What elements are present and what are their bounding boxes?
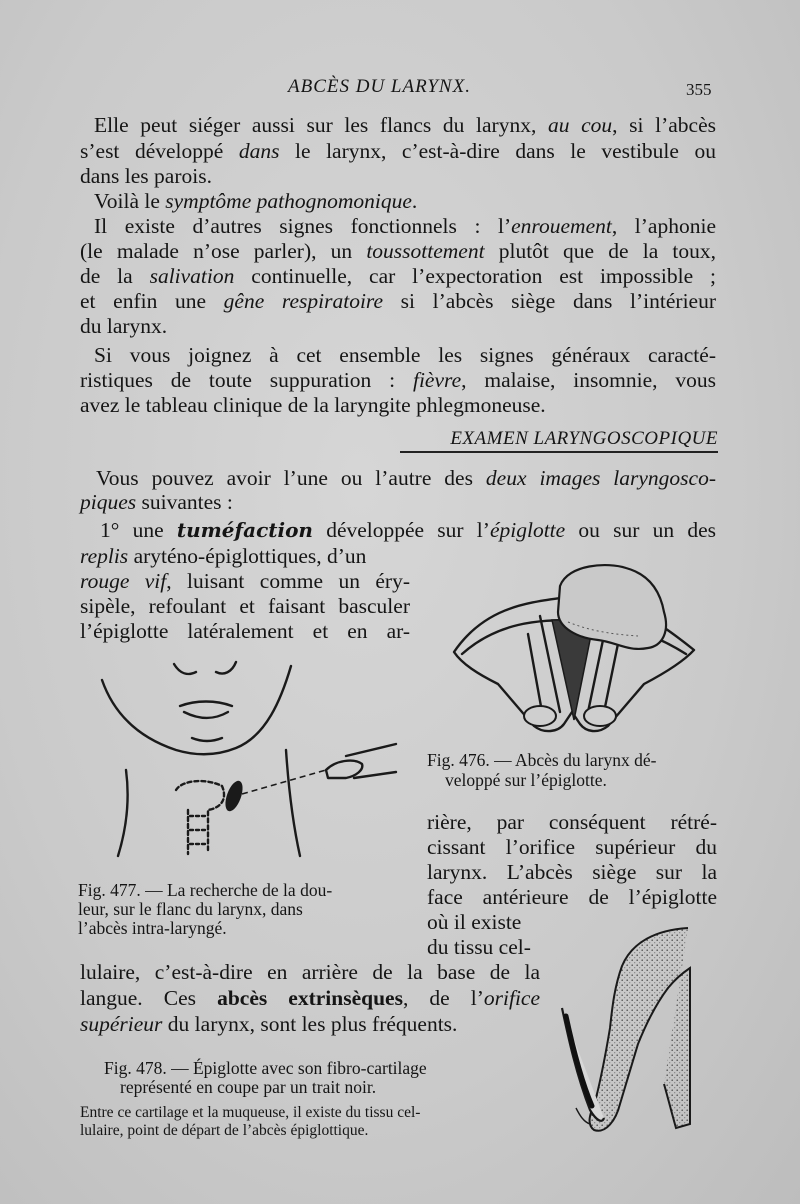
figure-476-caption-line-2: veloppé sur l’épiglotte.: [445, 770, 607, 790]
paragraph-6-line-5: l’épiglotte latéralement et en ar-: [80, 619, 410, 643]
figure-476-caption-line-1: Fig. 476. — Abcès du larynx dé-: [427, 750, 657, 770]
paragraph-4-line-3: avez le tableau clinique de la laryngite phlegmoneuse.: [80, 393, 546, 417]
figure-477-caption-line-1: Fig. 477. — La recherche de la dou-: [78, 880, 333, 900]
paragraph-3-line-3: de la salivation continuelle, car l’expectoration est impossible ;: [80, 264, 716, 288]
page-number: 355: [686, 80, 712, 99]
paragraph-1-line-1: Elle peut siéger aussi sur les flancs du larynx, au cou, si l’abcès: [94, 113, 717, 137]
paragraph-7-line-6: du tissu cel-: [427, 935, 531, 959]
paragraph-4-line-2: ristiques de toute suppuration : fièvre, malaise, insomnie, vous: [80, 368, 716, 392]
section-heading: EXAMEN LARYNGOSCOPIQUE: [400, 428, 718, 453]
figure-478-epiglottis-section: [556, 924, 696, 1136]
paragraph-6-line-4: sipèle, refoulant et faisant basculer: [80, 594, 410, 618]
paragraph-5-line-2: piques suivantes :: [80, 490, 233, 514]
figure-476-laryngoscope-image: [448, 562, 700, 734]
figure-478-caption-line-1: Fig. 478. — Épiglotte avec son fibro-cartilage: [104, 1058, 427, 1078]
figure-477-neck-drawing: [96, 660, 416, 876]
figure-478-caption-line-3: Entre ce cartilage et la muqueuse, il existe du tissu cel-: [80, 1104, 421, 1121]
paragraph-4-line-1: Si vous joignez à cet ensemble les signes généraux caracté-: [94, 343, 716, 367]
paragraph-6-line-3: rouge vif, luisant comme un éry-: [80, 569, 410, 593]
paragraph-1-line-3: dans les parois.: [80, 164, 212, 188]
paragraph-7-line-9: supérieur du larynx, sont les plus fréquents.: [80, 1012, 458, 1036]
paragraph-6-line-2: replis aryténo-épiglottiques, d’un: [80, 544, 367, 568]
paragraph-7-line-1: rière, par conséquent rétré-: [427, 810, 717, 834]
paragraph-3-line-5: du larynx.: [80, 314, 168, 338]
paragraph-5-line-1: Vous pouvez avoir l’une ou l’autre des deux images laryngosco-: [96, 466, 717, 490]
figure-477-caption-line-2: leur, sur le flanc du larynx, dans: [78, 899, 303, 919]
figure-478-caption-line-4: lulaire, point de départ de l’abcès épiglottique.: [80, 1122, 369, 1139]
paragraph-1-line-2: s’est développé dans le larynx, c’est-à-dire dans le vestibule ou: [80, 139, 716, 163]
paragraph-7-line-5: où il existe: [427, 910, 522, 934]
figure-477-caption-line-3: l’abcès intra-laryngé.: [78, 918, 227, 938]
paragraph-7-line-4: face antérieure de l’épiglotte: [427, 885, 717, 909]
paragraph-3-line-1: Il existe d’autres signes fonctionnels : l’enrouement, l’aphonie: [94, 214, 716, 238]
paragraph-2: Voilà le symptôme pathognomonique.: [94, 189, 418, 213]
paragraph-7-line-2: cissant l’orifice supérieur du: [427, 835, 717, 859]
running-head: [0, 70, 800, 100]
paragraph-3-line-4: et enfin une gêne respiratoire si l’abcès siège dans l’intérieur: [80, 289, 716, 313]
paragraph-6-line-1: 1° une tuméfaction développée sur l’épiglotte ou sur un des: [100, 518, 717, 542]
paragraph-7-line-3: larynx. L’abcès siège sur la: [427, 860, 717, 884]
running-head-title: ABCÈS DU LARYNX.: [288, 76, 471, 97]
figure-478-caption-line-2: représenté en coupe par un trait noir.: [120, 1077, 377, 1097]
paragraph-3-line-2: (le malade n’ose parler), un toussottement plutôt que de la toux,: [80, 239, 717, 263]
paragraph-7-line-8: langue. Ces abcès extrinsèques, de l’orifice: [80, 986, 540, 1010]
paragraph-7-line-7: lulaire, c’est-à-dire en arrière de la base de la: [80, 960, 540, 984]
